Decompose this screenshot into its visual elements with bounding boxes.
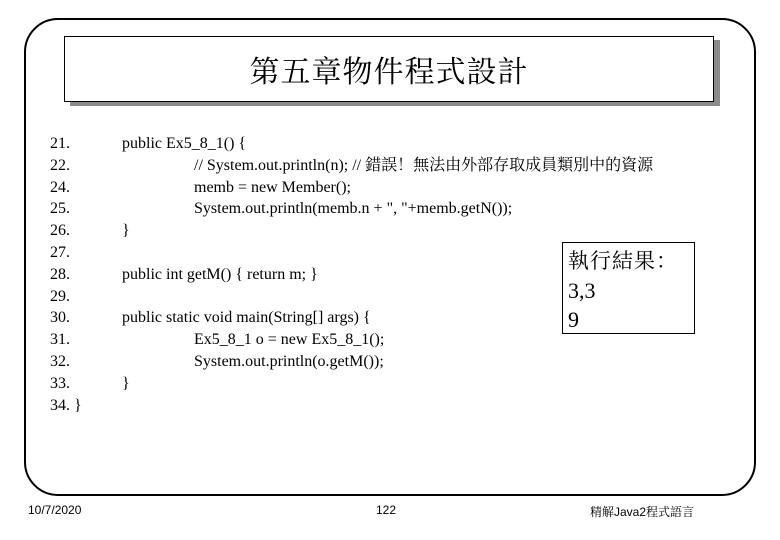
code-text: public static void main(String[] args) { bbox=[122, 309, 371, 327]
line-number: 26. bbox=[50, 222, 70, 240]
code-text: } bbox=[122, 374, 130, 392]
line-number: 22. bbox=[50, 156, 70, 174]
line-number: 21. bbox=[50, 135, 70, 152]
line-number: 27. bbox=[50, 243, 70, 261]
line-number: 34. } bbox=[50, 396, 82, 414]
result-line: 3,3 bbox=[568, 278, 596, 303]
line-number: 33. bbox=[50, 374, 70, 392]
code-text: } bbox=[122, 222, 130, 240]
line-number: 24. bbox=[50, 178, 70, 196]
title-box bbox=[64, 36, 714, 102]
line-number: 29. bbox=[50, 287, 70, 305]
slide-title: 第五章物件程式設計 bbox=[249, 55, 529, 90]
code-text: public Ex5_8_1() { bbox=[122, 135, 247, 152]
line-number: 30. bbox=[50, 309, 70, 327]
code-text: System.out.println(o.getM()); bbox=[194, 352, 384, 370]
result-box bbox=[562, 242, 695, 334]
code-text: System.out.println(memb.n + ", "+memb.getN()); bbox=[194, 200, 513, 218]
line-number: 31. bbox=[50, 331, 70, 349]
code-text: memb = new Member(); bbox=[194, 178, 351, 196]
code-text: public int getM() { return m; } bbox=[122, 265, 318, 283]
footer-page-number: 122 bbox=[376, 503, 397, 517]
line-number: 28. bbox=[50, 265, 70, 283]
result-line: 9 bbox=[568, 307, 579, 332]
footer-date: 10/7/2020 bbox=[28, 503, 82, 517]
result-heading: 執行結果： bbox=[568, 249, 678, 273]
line-number: 25. bbox=[50, 200, 70, 218]
code-text: // System.out.println(n); // 錯誤！無法由外部存取成員類別中的資源 bbox=[194, 156, 654, 174]
footer-book-title: 精解Java2程式語言 bbox=[590, 505, 695, 519]
line-number: 32. bbox=[50, 352, 70, 370]
code-text: Ex5_8_1 o = new Ex5_8_1(); bbox=[194, 331, 385, 349]
